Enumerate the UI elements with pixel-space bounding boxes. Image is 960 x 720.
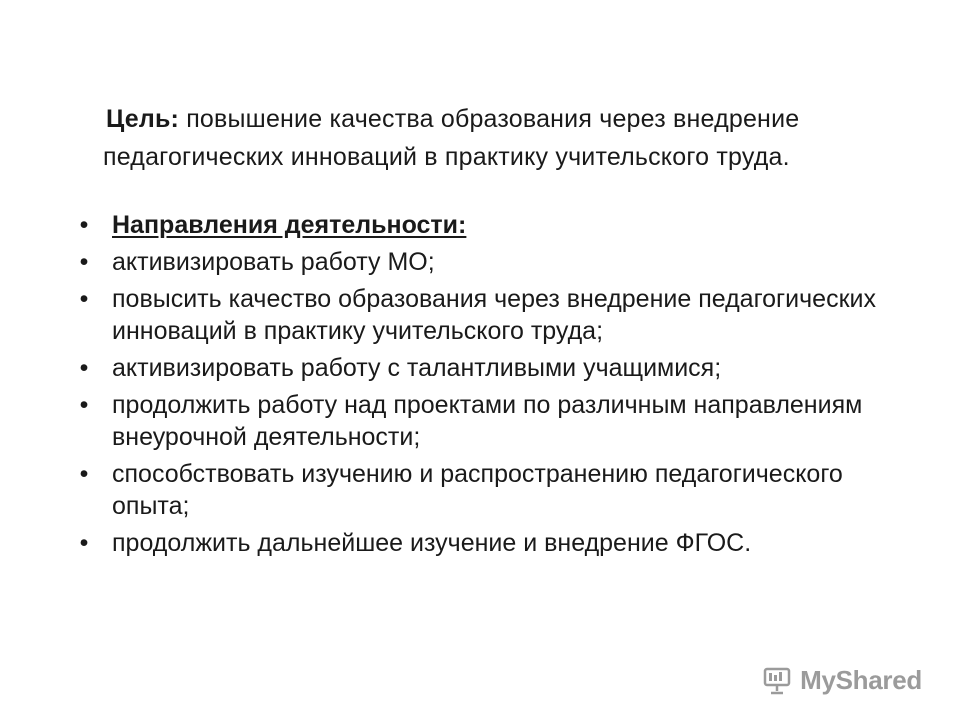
bullet-icon: • bbox=[79, 211, 89, 239]
list-item bbox=[74, 352, 914, 384]
goal-label: Цель: bbox=[106, 105, 180, 133]
list-item bbox=[74, 527, 914, 559]
presentation-board-icon bbox=[762, 666, 792, 696]
list-item bbox=[74, 389, 914, 453]
watermark-text: MyShared bbox=[800, 665, 922, 695]
list-item bbox=[74, 458, 914, 522]
list-item-text: способствовать изучению и распространению педагогического опыта; bbox=[112, 460, 843, 520]
bullet-icon: • bbox=[79, 460, 89, 488]
list-item-text: продолжить работу над проектами по различным направлениям внеурочной деятельности; bbox=[112, 391, 863, 451]
list-item bbox=[74, 246, 914, 278]
directions-list bbox=[74, 209, 914, 564]
list-item-heading bbox=[74, 209, 914, 241]
goal-line2: педагогических инноваций в практику учительского труда. bbox=[103, 143, 790, 171]
directions-heading: Направления деятельности: bbox=[112, 211, 467, 239]
goal-line1: повышение качества образования через внедрение bbox=[179, 105, 800, 133]
list-item-text: продолжить дальнейшее изучение и внедрение ФГОС. bbox=[112, 529, 752, 557]
bullet-icon: • bbox=[79, 354, 89, 382]
myshared-watermark[interactable] bbox=[762, 665, 922, 696]
list-item-text: активизировать работу с талантливыми учащимися; bbox=[112, 354, 722, 382]
bullet-icon: • bbox=[79, 391, 89, 419]
list-item bbox=[74, 283, 914, 347]
bullet-icon: • bbox=[79, 285, 89, 313]
list-item-text: повысить качество образования через внедрение педагогических инноваций в практику учительского труда; bbox=[112, 285, 876, 345]
bullet-icon: • bbox=[79, 248, 89, 276]
list-item-text: активизировать работу МО; bbox=[112, 248, 435, 276]
bullet-icon: • bbox=[79, 529, 89, 557]
goal-statement bbox=[103, 100, 926, 176]
